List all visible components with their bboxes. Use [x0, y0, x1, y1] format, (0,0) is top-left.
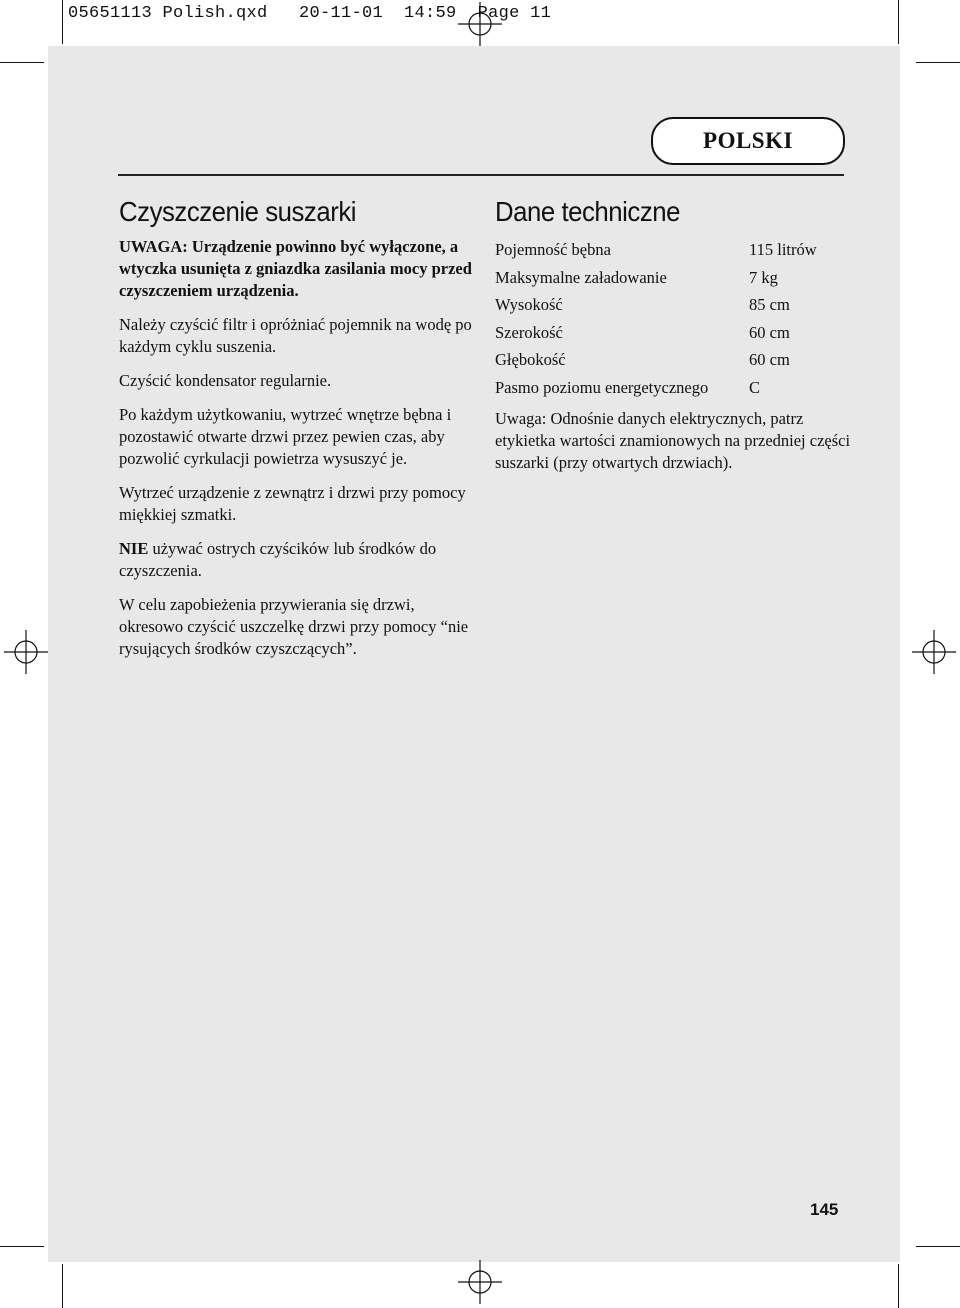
- spec-row: [495, 291, 817, 319]
- crop-mark: [898, 0, 899, 44]
- spec-row: [495, 264, 817, 292]
- paragraph-text: używać ostrych czyścików lub środków do czyszczenia.: [119, 539, 437, 580]
- specs-table: [495, 236, 817, 401]
- registration-mark-icon: [4, 630, 48, 674]
- crop-mark: [62, 0, 63, 44]
- crop-mark: [0, 62, 44, 63]
- crop-mark: [0, 1246, 44, 1247]
- cleaning-paragraph: Należy czyścić filtr i opróżniać pojemnik na wodę po każdym cyklu suszenia.: [119, 315, 472, 356]
- spec-label: Maksymalne załadowanie: [495, 267, 667, 287]
- file-slug: 05651113 Polish.qxd 20-11-01 14:59 Page 11: [68, 4, 552, 23]
- page-number: 145: [810, 1200, 839, 1219]
- cleaning-paragraph: Wytrzeć urządzenie z zewnątrz i drzwi przy pomocy miękkiej szmatki.: [119, 483, 466, 524]
- registration-mark-icon: [912, 630, 956, 674]
- cleaning-paragraph: W celu zapobieżenia przywierania się drzwi, okresowo czyścić uszczelkę drzwi przy pomocy “nie rysujących środków czyszczących”.: [119, 595, 469, 658]
- spec-value: C: [749, 377, 761, 397]
- crop-mark: [916, 1246, 960, 1247]
- spec-value: 85 cm: [749, 295, 790, 314]
- spec-value: 115 litrów: [749, 240, 817, 259]
- specs-title: Dane techniczne: [495, 196, 680, 227]
- crop-mark: [898, 1264, 899, 1308]
- specs-note: Uwaga: Odnośnie danych elektrycznych, patrz etykietka wartości znamionowych na przedniej części suszarki (przy otwartych drzwiach).: [495, 409, 851, 472]
- spec-label: Głębokość: [495, 350, 566, 369]
- spec-label: Pasmo poziomu energetycznego: [495, 377, 709, 397]
- cleaning-paragraph: [119, 538, 479, 582]
- crop-mark: [916, 62, 960, 63]
- crop-mark: [62, 1264, 63, 1308]
- spec-row: [495, 346, 817, 374]
- spec-label: Pojemność bębna: [495, 240, 611, 259]
- spec-value: 60 cm: [749, 350, 790, 369]
- spec-row: [495, 319, 817, 347]
- cleaning-title: Czyszczenie suszarki: [119, 196, 357, 227]
- cleaning-section: [119, 236, 479, 672]
- spec-label: Szerokość: [495, 322, 563, 342]
- cleaning-paragraph: Po każdym użytkowaniu, wytrzeć wnętrze bębna i pozostawić otwarte drzwi przez pewien czas, aby pozwolić cyrkulacji powietrza wysuszyć je.: [119, 405, 452, 468]
- language-tag: POLSKI: [651, 117, 845, 165]
- header-rule: [118, 174, 844, 176]
- spec-row: [495, 236, 817, 264]
- emphasis-text: NIE: [119, 539, 149, 558]
- cleaning-warning: UWAGA: Urządzenie powinno być wyłączone, a wtyczka usunięta z gniazdka zasilania mocy przed czyszczeniem urządzenia.: [119, 237, 472, 300]
- spec-label: Wysokość: [495, 295, 563, 314]
- spec-value: 60 cm: [749, 322, 790, 342]
- spec-value: 7 kg: [749, 267, 778, 287]
- registration-mark-icon: [458, 1260, 502, 1304]
- spec-row: [495, 374, 817, 402]
- cleaning-paragraph: Czyścić kondensator regularnie.: [119, 371, 332, 390]
